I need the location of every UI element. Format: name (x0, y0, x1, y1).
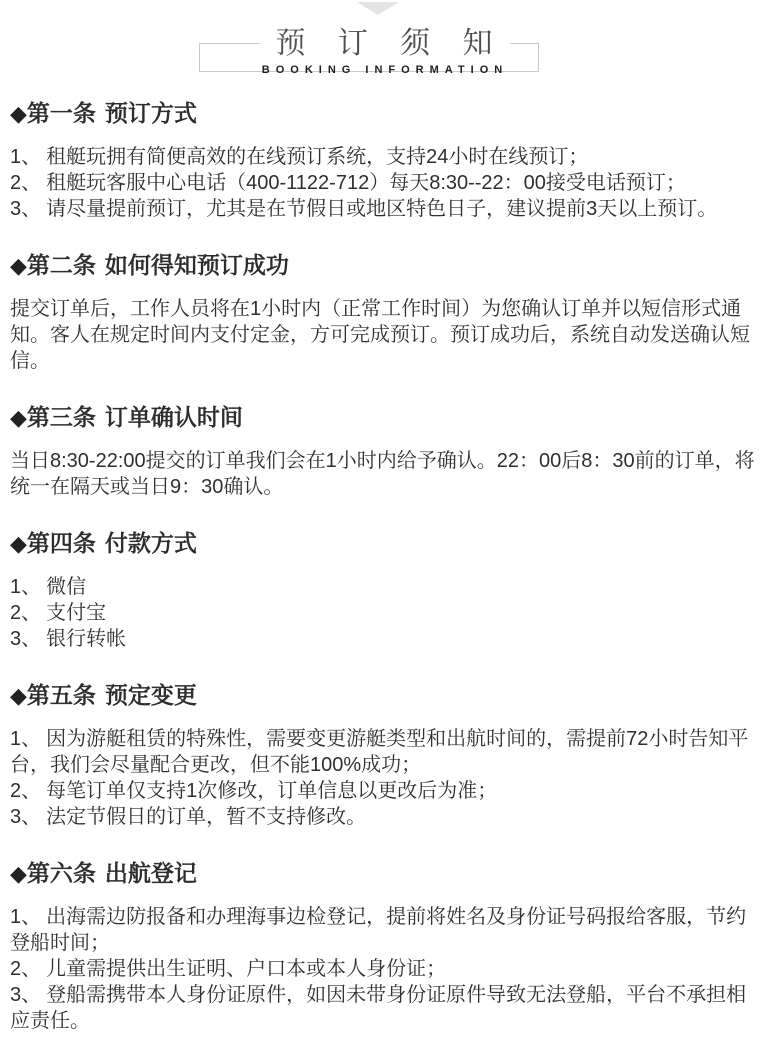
item-number: 2、 (10, 172, 42, 194)
section-label: 第三条 (26, 404, 96, 430)
section-label: 第六条 (26, 860, 96, 886)
list-item (10, 804, 758, 830)
item-number: 1、 (10, 906, 42, 928)
diamond-icon: ◆ (10, 101, 27, 126)
item-number: 3、 (10, 198, 42, 220)
section-heading (10, 858, 758, 889)
paragraph: 提交订单后，工作人员将在1小时内（正常工作时间）为您确认订单并以短信形式通知。客人在规定时间内支付定金，方可完成预订。预订成功后，系统自动发送确认短信。 (10, 298, 750, 372)
list-item (10, 726, 758, 778)
item-number: 3、 (10, 628, 42, 650)
item-text: 银行转帐 (46, 628, 127, 650)
section-heading (10, 98, 758, 129)
item-number: 3、 (10, 984, 42, 1006)
section-heading (10, 402, 758, 433)
section-label: 第四条 (26, 530, 96, 556)
section-booking-changes (10, 680, 758, 830)
section-order-confirm-time (10, 402, 758, 500)
page-subtitle: BOOKING INFORMATION (261, 64, 509, 76)
item-text: 每笔订单仅支持1次修改，订单信息以更改后为准； (46, 780, 498, 802)
section-label: 第五条 (26, 682, 96, 708)
list-item (10, 626, 758, 652)
item-text: 租艇玩客服中心电话（400-1122-712）每天8:30--22：00接受电话预订； (46, 172, 686, 194)
list-item (10, 574, 758, 600)
item-number: 1、 (10, 576, 42, 598)
section-body (10, 904, 758, 1034)
section-heading-text: 订单确认时间 (104, 404, 243, 430)
section-label: 第一条 (26, 100, 96, 126)
diamond-icon: ◆ (10, 253, 27, 278)
item-number: 2、 (10, 958, 42, 980)
section-heading-text: 预订方式 (104, 100, 197, 126)
chevron-down-icon (357, 2, 399, 15)
item-text: 租艇玩拥有简便高效的在线预订系统，支持24小时在线预订； (46, 146, 589, 168)
item-number: 3、 (10, 806, 42, 828)
list-item (10, 956, 758, 982)
section-booking-confirmation (10, 250, 758, 374)
diamond-icon: ◆ (10, 405, 27, 430)
section-heading-text: 出航登记 (104, 860, 197, 886)
item-text: 微信 (46, 576, 87, 598)
item-text: 因为游艇租赁的特殊性，需要变更游艇类型和出航时间的，需提前72小时告知平台，我们会尽量配合更改，但不能100%成功； (10, 728, 749, 776)
item-number: 1、 (10, 146, 42, 168)
section-heading (10, 528, 758, 559)
section-body (10, 144, 758, 222)
section-heading (10, 680, 758, 711)
item-text: 出海需边防报备和办理海事边检登记，提前将姓名及身份证号码报给客服，节约登船时间； (10, 906, 747, 954)
diamond-icon: ◆ (10, 683, 27, 708)
item-text: 请尽量提前预订，尤其是在节假日或地区特色日子，建议提前3天以上预订。 (46, 198, 718, 220)
item-text: 法定节假日的订单，暂不支持修改。 (46, 806, 367, 828)
section-booking-method (10, 98, 758, 222)
section-heading (10, 250, 758, 281)
section-payment-method (10, 528, 758, 652)
paragraph: 当日8:30-22:00提交的订单我们会在1小时内给予确认。22：00后8：30前的订单，将统一在隔天或当日9：30确认。 (10, 450, 755, 498)
list-item (10, 196, 758, 222)
item-text: 儿童需提供出生证明、户口本或本人身份证； (46, 958, 447, 980)
list-item (10, 170, 758, 196)
section-body (10, 448, 758, 500)
section-body (10, 726, 758, 830)
section-body (10, 574, 758, 652)
section-heading-text: 付款方式 (104, 530, 197, 556)
terms-content (0, 98, 770, 1044)
list-item (10, 144, 758, 170)
page-title: 预 订 须 知 (259, 29, 510, 58)
section-heading-text: 如何得知预订成功 (104, 252, 289, 278)
page-header (0, 0, 770, 92)
item-number: 2、 (10, 780, 42, 802)
item-number: 1、 (10, 728, 42, 750)
item-number: 2、 (10, 602, 42, 624)
item-text: 支付宝 (46, 602, 107, 624)
diamond-icon: ◆ (10, 531, 27, 556)
list-item (10, 600, 758, 626)
section-departure-registration (10, 858, 758, 1034)
list-item (10, 778, 758, 804)
section-heading-text: 预定变更 (104, 682, 197, 708)
list-item (10, 904, 758, 956)
list-item (10, 982, 758, 1034)
diamond-icon: ◆ (10, 861, 27, 886)
item-text: 登船需携带本人身份证原件，如因未带身份证原件导致无法登船，平台不承担相应责任。 (10, 984, 747, 1032)
section-label: 第二条 (26, 252, 96, 278)
section-body (10, 296, 758, 374)
